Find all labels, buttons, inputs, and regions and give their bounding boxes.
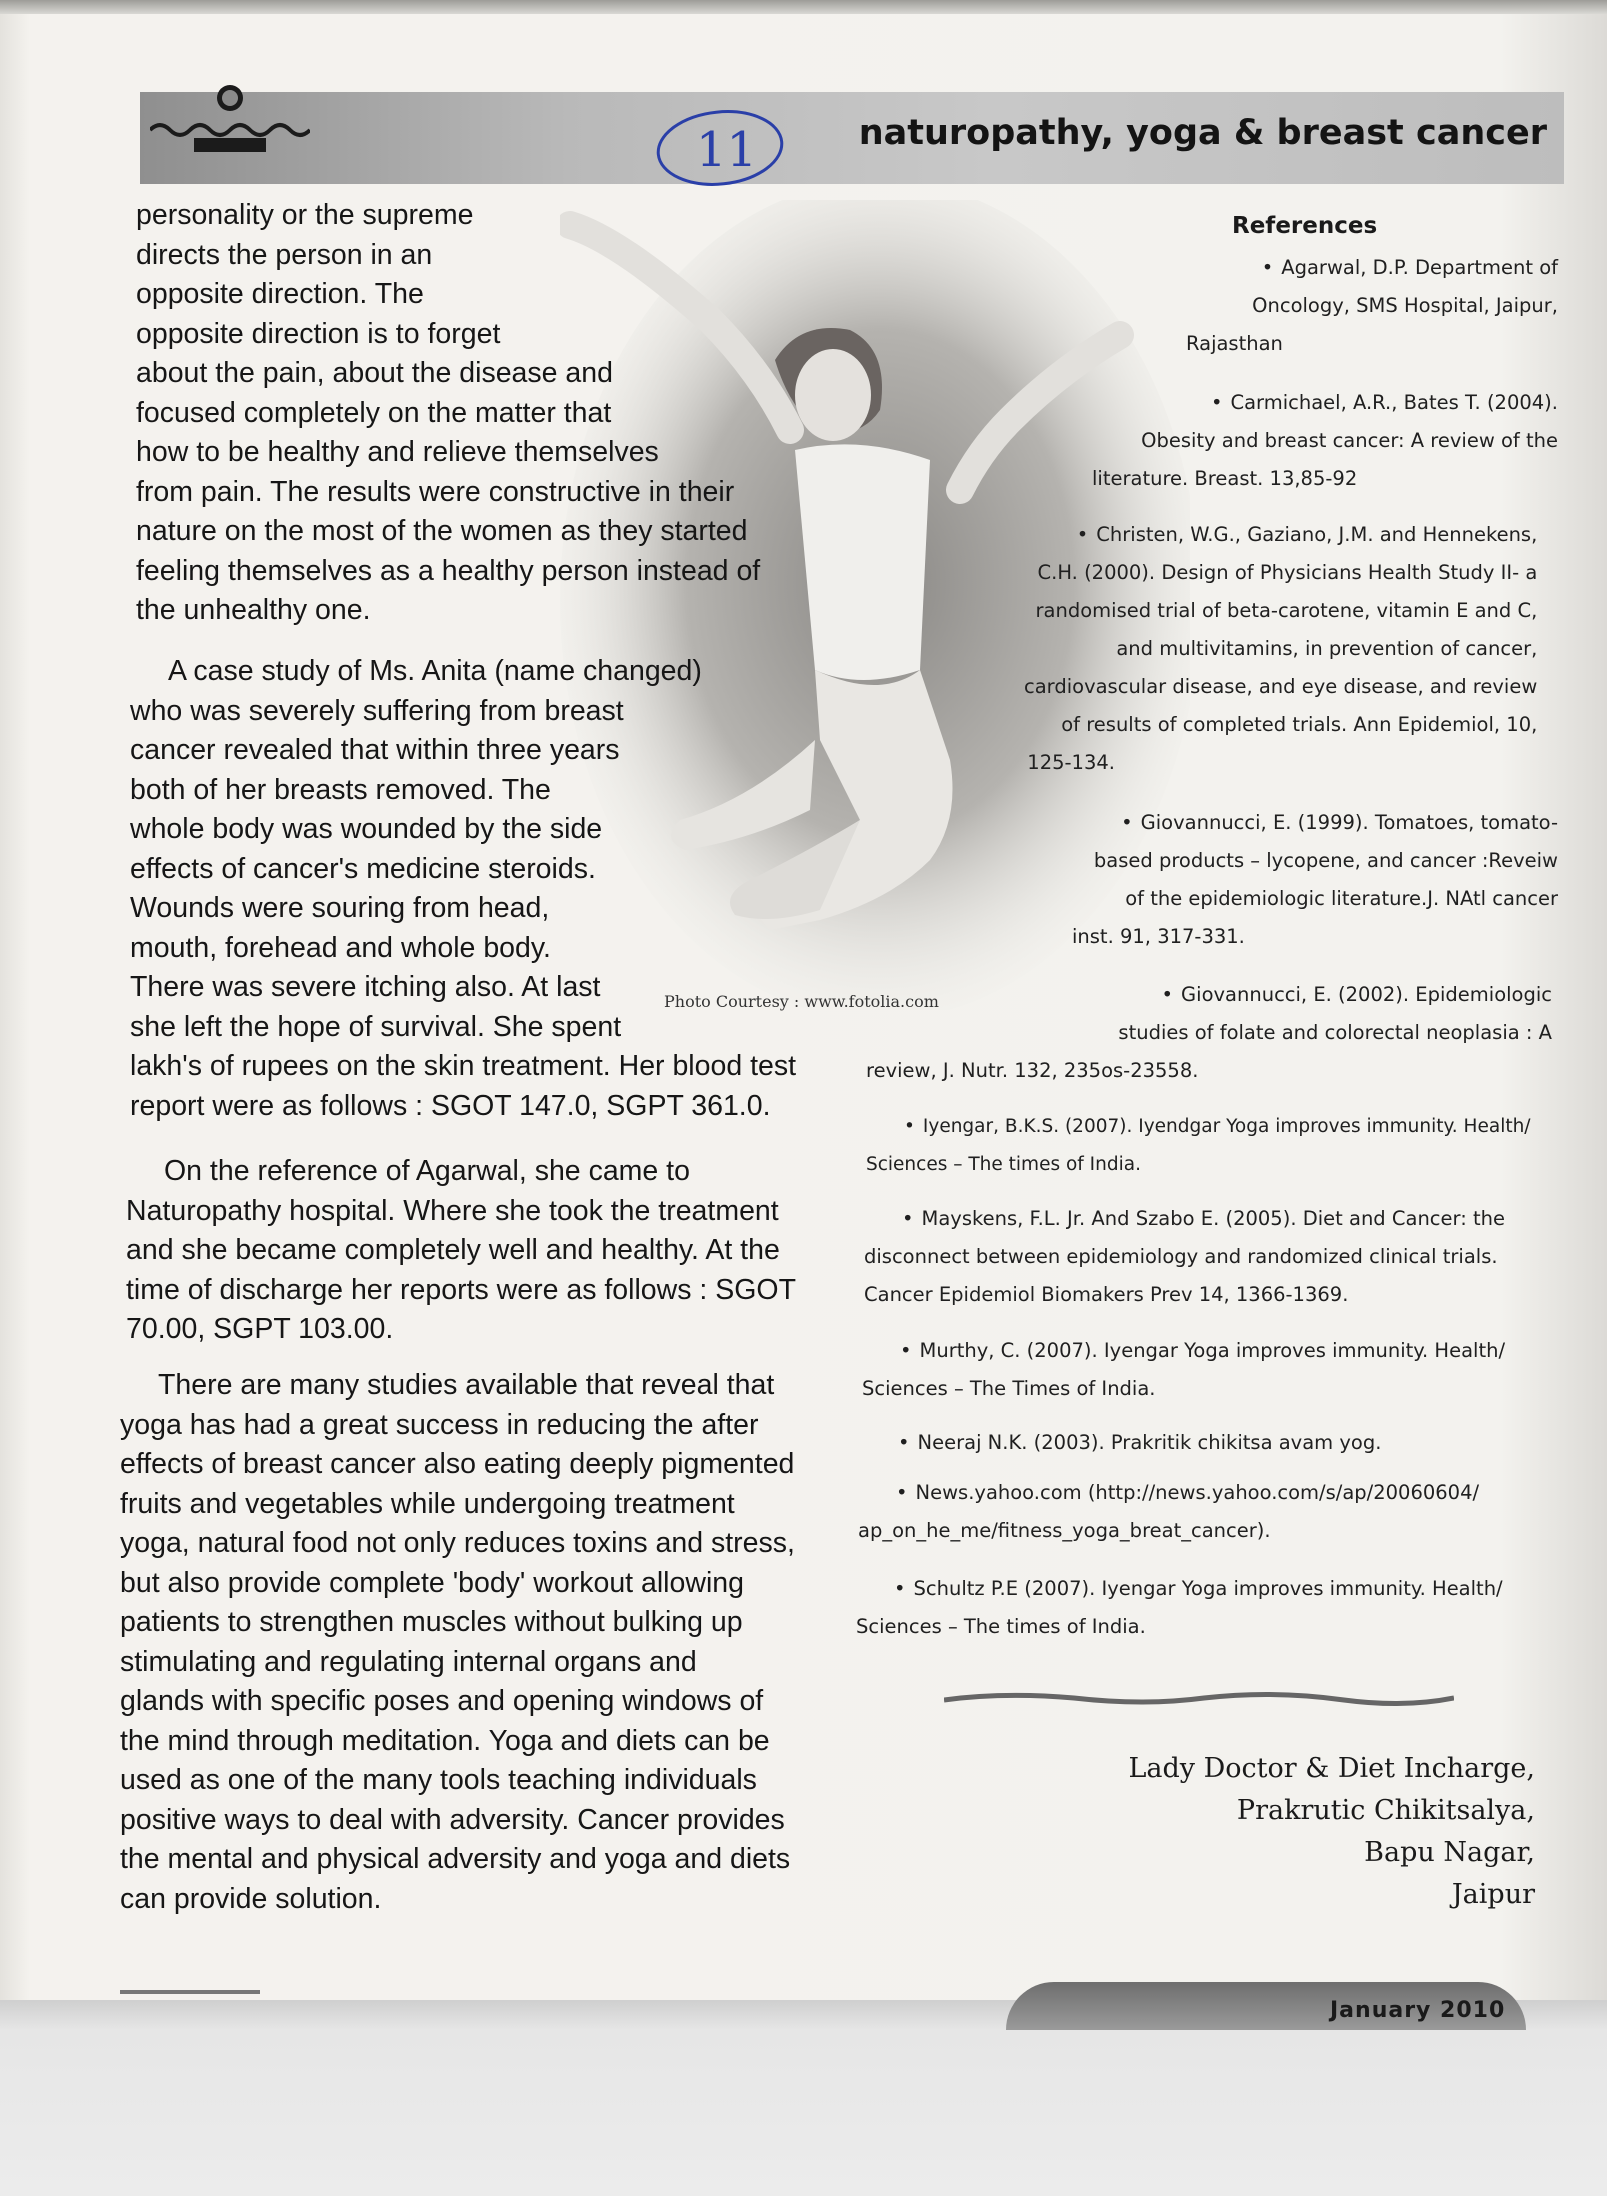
reference-item: • Schultz P.E (2007). Iyengar Yoga improves immunity. Health/ Sciences – The times of India. (856, 1577, 1503, 1638)
reference-item: • Mayskens, F.L. Jr. And Szabo E. (2005). Diet and Cancer: the disconnect between epidemiology and randomized clinical trials. Cancer Epidemiol Biomakers Prev 14, 1366-1369. (864, 1207, 1505, 1306)
page-mark-number: 11 (696, 122, 758, 178)
reference-item: • Agarwal, D.P. Department of Oncology, SMS Hospital, Jaipur, Rajasthan (1186, 256, 1558, 355)
page-top-edge (0, 0, 1607, 14)
reference-item: • Carmichael, A.R., Bates T. (2004). Obesity and breast cancer: A review of the literature. Breast. 13,85-92 (1092, 391, 1558, 490)
article-paragraph-4: There are many studies available that reveal that yoga has had a great success in reducing the after effects of breast cancer also eating deeply pigmented fruits and vegetables while undergoing treatment yoga, natural food not only reduces toxins and stress, but also provide complete 'body' workout allowing patients to strengthen muscles without bulking up stimulating and regulating internal organs and glands with specific poses and opening windows of the mind through meditation. Yoga and diets can be used as one of the many tools teaching individuals positive ways to deal with adversity. Cancer provides the mental and physical adversity and yoga and diets can provide solution. (120, 1369, 795, 1915)
author-line: Jaipur (1451, 1879, 1535, 1910)
footer-date: January 2010 (1330, 1998, 1506, 2023)
reference-item: • News.yahoo.com (http://news.yahoo.com/s/ap/20060604/ ap_on_he_me/fitness_yoga_breat_cancer). (858, 1481, 1480, 1542)
author-line: Lady Doctor & Diet Incharge, (1128, 1753, 1535, 1784)
reference-item: • Murthy, C. (2007). Iyengar Yoga improves immunity. Health/ Sciences – The Times of India. (862, 1339, 1506, 1400)
reference-item: • Iyengar, B.K.S. (2007). Iyendgar Yoga improves immunity. Health/ Sciences – The times of India. (866, 1116, 1531, 1175)
photo-credit: Photo Courtesy : www.fotolia.com (664, 992, 939, 1011)
author-line: Bapu Nagar, (1364, 1837, 1535, 1868)
sun-logo-icon (150, 78, 310, 160)
reference-item: • Neeraj N.K. (2003). Prakritik chikitsa avam yog. (898, 1431, 1382, 1454)
section-title: naturopathy, yoga & breast cancer (858, 113, 1547, 153)
reference-item: • Giovannucci, E. (2002). Epidemiologic studies of folate and colorectal neoplasia : A review, J. Nutr. 132, 235os-23558. (866, 983, 1552, 1082)
author-line: Prakrutic Chikitsalya, (1236, 1795, 1535, 1826)
article-paragraph-3: On the reference of Agarwal, she came to Naturopathy hospital. Where she took the treatment and she became completely well and healthy. At the time of discharge her reports were as follows : SGOT 70.00, SGPT 103.00. (126, 1155, 797, 1345)
author-signature (1129, 1748, 1536, 1916)
reference-item: • Christen, W.G., Gaziano, J.M. and Hennekens, C.H. (2000). Design of Physicians Health Study II- a randomised trial of beta-carotene, vitamin E and C, and multivitamins, in prevention of cancer, cardiovascular disease, and eye disease, and review of results of completed trials. Ann Epidemiol, 10, 125-134. (1024, 523, 1538, 774)
article-paragraph-1: personality or the supreme directs the person in an opposite direction. The opposite direction is to forget about the pain, about the disease and focused completely on the matter that how to be healthy and relieve themselves from pain. The results were constructive in their nature on the most of the women as they started feeling themselves as a healthy person instead of the unhealthy one. (136, 199, 761, 626)
wave-divider (944, 1684, 1454, 1714)
footer-rule (120, 1990, 260, 1994)
reference-item: • Giovannucci, E. (1999). Tomatoes, tomato- based products – lycopene, and cancer :Reveiw of the epidemiologic literature.J. NAtl cancer inst. 91, 317-331. (1072, 811, 1558, 948)
article-paragraph-2: A case study of Ms. Anita (name changed) who was severely suffering from breast cancer revealed that within three years both of her breasts removed. The whole body was wounded by the side effects of cancer's medicine steroids. Wounds were souring from head, mouth, forehead and whole body. There was severe itching also. At last she left the hope of survival. She spent lakh's of rupees on the skin treatment. Her blood test report were as follows : SGOT 147.0, SGPT 361.0. (130, 655, 797, 1122)
references-heading: References (1232, 213, 1378, 239)
handwritten-page-mark (650, 100, 790, 192)
